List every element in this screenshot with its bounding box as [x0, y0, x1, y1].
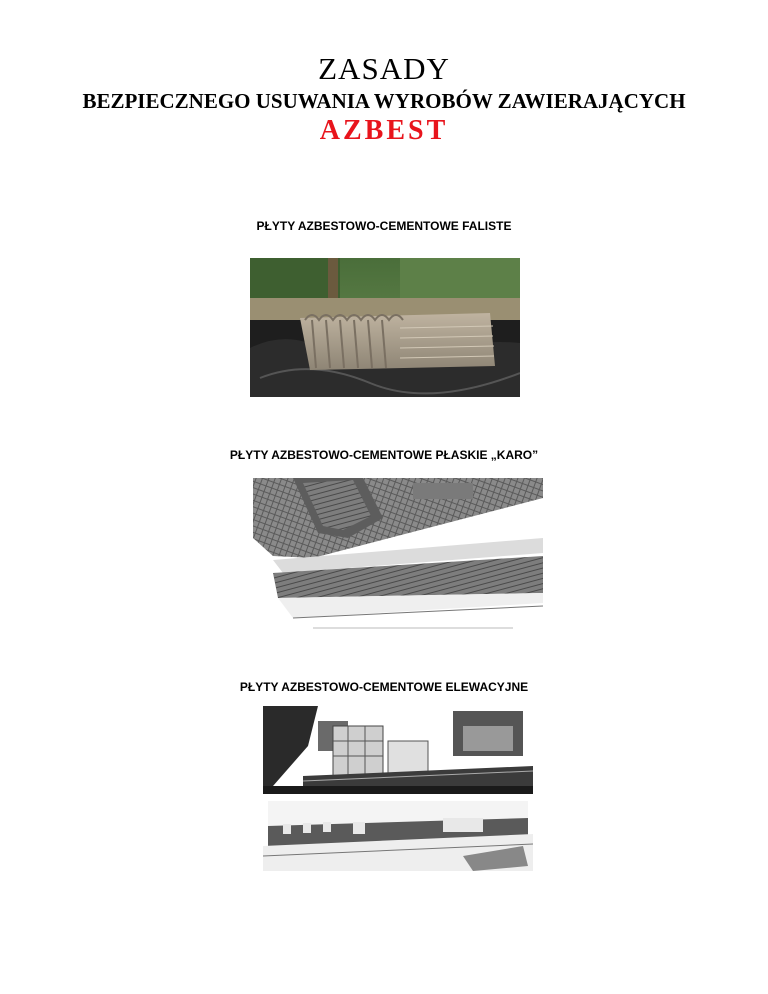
caption-corrugated: PŁYTY AZBESTOWO-CEMENTOWE FALISTE	[256, 219, 512, 233]
document-title: ZASADY	[318, 51, 450, 86]
caption-flat-karo: PŁYTY AZBESTOWO-CEMENTOWE PŁASKIE „KARO”	[229, 448, 539, 462]
document-highlight: AZBEST	[319, 115, 449, 146]
photo-flat-karo-roof	[253, 478, 543, 630]
document-subtitle: BEZPIECZNEGO USUWANIA WYROBÓW ZAWIERAJĄCYCH	[82, 89, 686, 113]
photo-corrugated-sheets	[250, 258, 520, 397]
photo-facade-panels	[263, 706, 533, 871]
caption-facade: PŁYTY AZBESTOWO-CEMENTOWE ELEWACYJNE	[239, 680, 529, 694]
